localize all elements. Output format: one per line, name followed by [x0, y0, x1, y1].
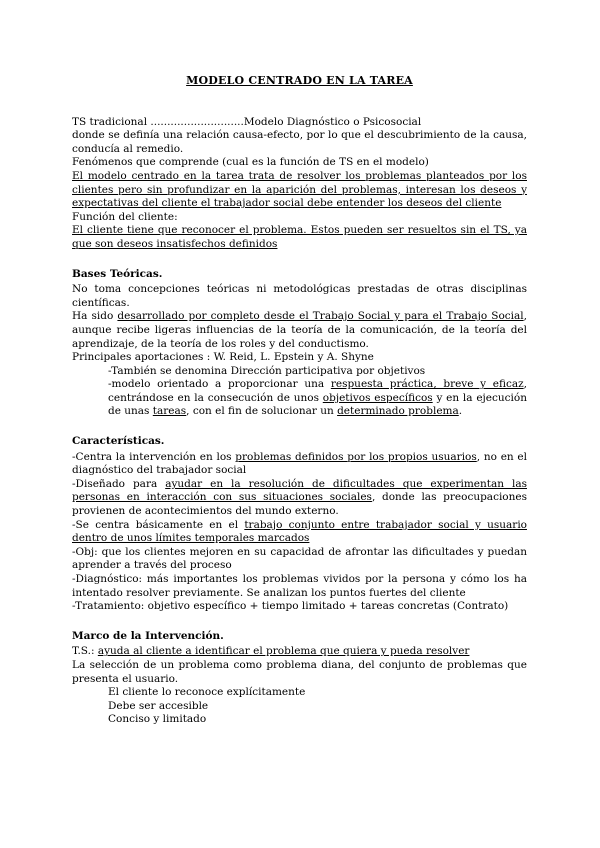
caracteristicas-heading: Características. [72, 435, 165, 448]
page-title: MODELO CENTRADO EN LA TAREA [186, 74, 413, 87]
marco-line-1: T.S.: ayuda al cliente a identificar el problema que quiera y pueda resolver [72, 645, 470, 658]
caracteristica-5: -Diagnóstico: más importantes los problemas vividos por la persona y cómo los ha intentado resolver previamente. Se analizan los puntos fuertes del cliente [72, 573, 527, 599]
bases-bullet-1: -También se denomina Dirección participativa por objetivos [108, 364, 426, 377]
caracteristica-3: -Se centra básicamente en el trabajo conjunto entre trabajador social y usuario dentro de unos límites temporales marcados [72, 518, 527, 545]
marco-heading: Marco de la Intervención. [72, 629, 224, 642]
bases-paragraph-2: Ha sido desarrollado por completo desde el Trabajo Social y para el Trabajo Social, aunque recibe ligeras influencias de la teoría de la comunicación, de la teoría del aprendizaje, de la teoría de los roles y del conductismo. [72, 310, 527, 350]
document-body [72, 74, 527, 727]
bases-paragraph-3: Principales aportaciones : W. Reid, L. Epstein y A. Shyne [72, 351, 374, 364]
intro-line-6: El cliente tiene que reconocer el problema. Estos pueden ser resueltos sin el TS, ya que son deseos insatisfechos definidos [72, 224, 527, 250]
intro-line-5: Función del cliente: [72, 210, 178, 223]
intro-line-1: TS tradicional ............................Modelo Diagnóstico o Psicosocial [72, 115, 422, 128]
caracteristica-2: -Diseñado para ayudar en la resolución de dificultades que experimentan las personas en interacción con sus situaciones sociales, donde las preocupaciones provienen de acontecimientos del mundo externo. [72, 477, 527, 518]
caracteristica-4: -Obj: que los clientes mejoren en su capacidad de afrontar las dificultades y puedan aprender a través del proceso [72, 545, 527, 572]
bases-bullet-2: -modelo orientado a proporcionar una respuesta práctica, breve y eficaz, centrándose en la consecución de unos objetivos específicos y en la ejecución de unas tareas, con el fin de solucionar un determinado problema. [108, 378, 527, 418]
marco-item: Conciso y limitado [108, 713, 207, 726]
bases-paragraph-1: No toma concepciones teóricas ni metodológicas prestadas de otras disciplinas científicas. [72, 283, 527, 309]
marco-line-2: La selección de un problema como problema diana, del conjunto de problemas que presenta el usuario. [72, 658, 527, 685]
intro-line-4: El modelo centrado en la tarea trata de resolver los problemas planteados por los clientes pero sin profundizar en la aparición del problemas, interesan los deseos y expectativas del cliente el trabajador social debe entender los deseos del cliente [72, 169, 527, 210]
bases-heading: Bases Teóricas. [72, 267, 163, 280]
marco-item: El cliente lo reconoce explícitamente [108, 686, 306, 699]
caracteristica-6: -Tratamiento: objetivo específico + tiempo limitado + tareas concretas (Contrato) [72, 600, 509, 613]
intro-line-3: Fenómenos que comprende (cual es la función de TS en el modelo) [72, 156, 429, 169]
caracteristica-1: -Centra la intervención en los problemas definidos por los propios usuarios, no en el diagnóstico del trabajador social [72, 450, 527, 477]
intro-line-2: donde se definía una relación causa-efecto, por lo que el descubrimiento de la causa, conducía al remedio. [72, 129, 527, 155]
marco-item: Debe ser accesible [108, 699, 209, 712]
